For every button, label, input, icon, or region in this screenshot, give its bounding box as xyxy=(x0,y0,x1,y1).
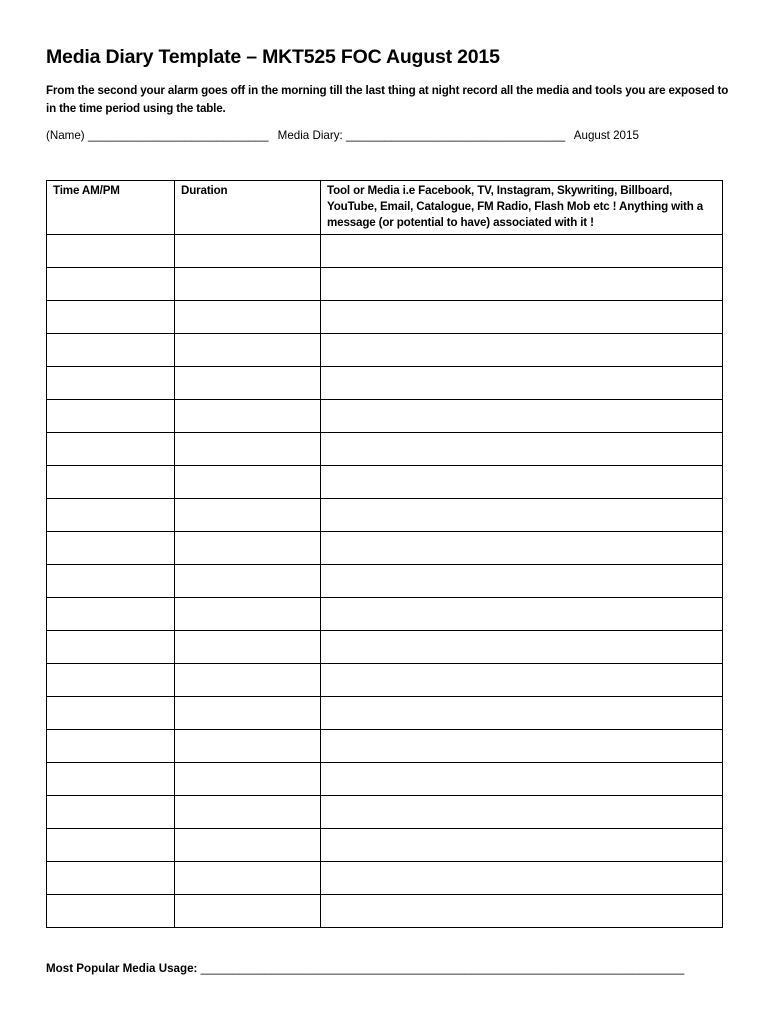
table-row xyxy=(47,664,723,697)
cell-duration[interactable] xyxy=(175,334,321,367)
cell-duration[interactable] xyxy=(175,763,321,796)
cell-duration[interactable] xyxy=(175,301,321,334)
cell-tool-or-media[interactable] xyxy=(321,301,723,334)
table-row xyxy=(47,367,723,400)
cell-tool-or-media[interactable] xyxy=(321,565,723,598)
media-diary-table xyxy=(46,180,723,928)
cell-tool-or-media[interactable] xyxy=(321,598,723,631)
table-row xyxy=(47,565,723,598)
table-row xyxy=(47,598,723,631)
cell-duration[interactable] xyxy=(175,532,321,565)
cell-duration[interactable] xyxy=(175,697,321,730)
cell-duration[interactable] xyxy=(175,367,321,400)
name-field-label: (Name) ____________________________ xyxy=(46,129,269,142)
cell-duration[interactable] xyxy=(175,829,321,862)
cell-tool-or-media[interactable] xyxy=(321,763,723,796)
cell-duration[interactable] xyxy=(175,400,321,433)
table-row xyxy=(47,532,723,565)
cell-time[interactable] xyxy=(47,499,175,532)
cell-tool-or-media[interactable] xyxy=(321,433,723,466)
column-header-time: Time AM/PM xyxy=(47,181,175,235)
cell-duration[interactable] xyxy=(175,466,321,499)
diary-field-label: Media Diary: __________________________________ xyxy=(277,129,566,142)
cell-time[interactable] xyxy=(47,697,175,730)
most-popular-media-line xyxy=(46,960,684,978)
cell-duration[interactable] xyxy=(175,730,321,763)
cell-time[interactable] xyxy=(47,730,175,763)
cell-tool-or-media[interactable] xyxy=(321,631,723,664)
cell-tool-or-media[interactable] xyxy=(321,400,723,433)
cell-duration[interactable] xyxy=(175,895,321,928)
table-row xyxy=(47,862,723,895)
cell-duration[interactable] xyxy=(175,631,321,664)
table-row xyxy=(47,433,723,466)
table-row xyxy=(47,400,723,433)
table-row xyxy=(47,631,723,664)
table-row xyxy=(47,268,723,301)
cell-tool-or-media[interactable] xyxy=(321,235,723,268)
month-label: August 2015 xyxy=(573,129,639,142)
cell-tool-or-media[interactable] xyxy=(321,664,723,697)
cell-duration[interactable] xyxy=(175,796,321,829)
cell-time[interactable] xyxy=(47,631,175,664)
cell-duration[interactable] xyxy=(175,499,321,532)
cell-tool-or-media[interactable] xyxy=(321,367,723,400)
table-row xyxy=(47,301,723,334)
cell-time[interactable] xyxy=(47,565,175,598)
column-header-duration: Duration xyxy=(175,181,321,235)
table-row xyxy=(47,796,723,829)
table-row xyxy=(47,499,723,532)
cell-time[interactable] xyxy=(47,829,175,862)
cell-time[interactable] xyxy=(47,862,175,895)
cell-time[interactable] xyxy=(47,466,175,499)
table-row xyxy=(47,697,723,730)
cell-tool-or-media[interactable] xyxy=(321,532,723,565)
most-popular-media-rule: ___________________________________________________________________________ xyxy=(200,962,685,975)
cell-time[interactable] xyxy=(47,301,175,334)
cell-time[interactable] xyxy=(47,664,175,697)
cell-tool-or-media[interactable] xyxy=(321,829,723,862)
cell-tool-or-media[interactable] xyxy=(321,268,723,301)
cell-time[interactable] xyxy=(47,598,175,631)
most-popular-media-label: Most Popular Media Usage: xyxy=(46,962,198,975)
table-row xyxy=(47,730,723,763)
cell-time[interactable] xyxy=(47,895,175,928)
table-row xyxy=(47,334,723,367)
cell-duration[interactable] xyxy=(175,235,321,268)
cell-duration[interactable] xyxy=(175,565,321,598)
cell-tool-or-media[interactable] xyxy=(321,895,723,928)
table-row xyxy=(47,829,723,862)
cell-time[interactable] xyxy=(47,268,175,301)
table-header-row xyxy=(47,181,723,235)
cell-tool-or-media[interactable] xyxy=(321,730,723,763)
cell-time[interactable] xyxy=(47,367,175,400)
cell-duration[interactable] xyxy=(175,433,321,466)
table-body xyxy=(47,235,723,928)
cell-time[interactable] xyxy=(47,532,175,565)
cell-duration[interactable] xyxy=(175,862,321,895)
name-line xyxy=(46,127,645,145)
cell-time[interactable] xyxy=(47,235,175,268)
table-row xyxy=(47,763,723,796)
page-title: Media Diary Template – MKT525 FOC August 2015 xyxy=(46,46,500,68)
table-row xyxy=(47,895,723,928)
cell-time[interactable] xyxy=(47,400,175,433)
table-row xyxy=(47,235,723,268)
table-row xyxy=(47,466,723,499)
cell-tool-or-media[interactable] xyxy=(321,334,723,367)
cell-tool-or-media[interactable] xyxy=(321,796,723,829)
cell-time[interactable] xyxy=(47,334,175,367)
cell-time[interactable] xyxy=(47,796,175,829)
cell-duration[interactable] xyxy=(175,664,321,697)
column-header-tool-or-media: Tool or Media i.e Facebook, TV, Instagram, Skywriting, Billboard, YouTube, Email, Catalogue, FM Radio, Flash Mob etc ! Anything with a message (or potential to have) associated with it ! xyxy=(321,181,723,235)
cell-time[interactable] xyxy=(47,433,175,466)
cell-duration[interactable] xyxy=(175,598,321,631)
cell-tool-or-media[interactable] xyxy=(321,697,723,730)
instructions-text: From the second your alarm goes off in the morning till the last thing at night record all the media and tools you are exposed to in the time period using the table. xyxy=(46,84,729,115)
cell-tool-or-media[interactable] xyxy=(321,499,723,532)
cell-time[interactable] xyxy=(47,763,175,796)
cell-duration[interactable] xyxy=(175,268,321,301)
cell-tool-or-media[interactable] xyxy=(321,862,723,895)
cell-tool-or-media[interactable] xyxy=(321,466,723,499)
